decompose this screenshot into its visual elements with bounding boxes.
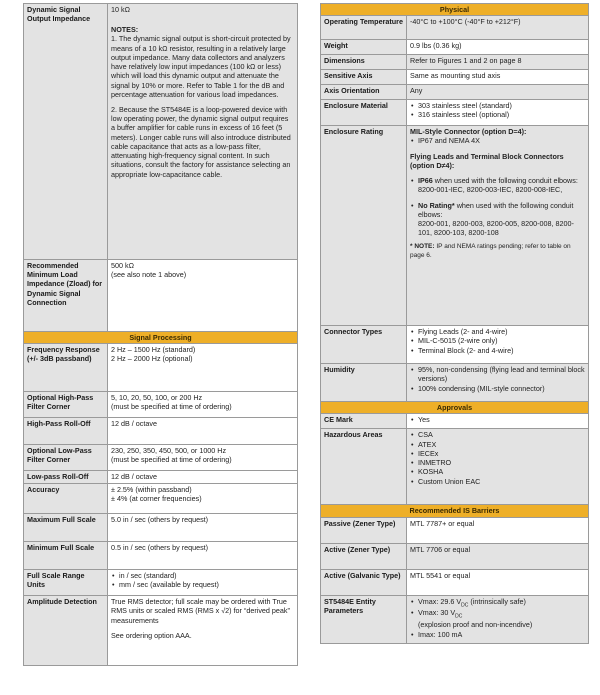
left-spec-table [23, 3, 298, 666]
dimensions-key: Dimensions [321, 55, 407, 70]
entity-parameters-key: ST5484E Entity Parameters [321, 595, 407, 643]
enclosure-material-standard: • 303 stainless steel (standard) [410, 101, 585, 110]
recommended-load-value [108, 260, 298, 332]
sensitive-axis-value: Same as mounting stud axis [407, 70, 589, 85]
ce-mark-key: CE Mark [321, 414, 407, 429]
weight-value: 0.9 lbs (0.36 kg) [407, 40, 589, 55]
connector-types-value [407, 326, 589, 364]
active-galvanic-value: MTL 5541 or equal [407, 569, 589, 595]
hp-rolloff-value: 12 dB / octave [108, 418, 298, 445]
connector-mil: • MIL-C-5015 (2-wire only) [410, 336, 585, 345]
amplitude-detection-ordering: See ordering option AAA. [111, 630, 192, 640]
operating-temp-key: Operating Temperature [321, 16, 407, 40]
min-full-scale-key: Minimum Full Scale [24, 542, 108, 570]
no-rating-item [410, 201, 585, 219]
dynamic-impedance-key: Dynamic Signal Output Impedance [24, 4, 108, 260]
entity-imax: • Imax: 100 mA [410, 630, 585, 639]
active-galvanic-key: Active (Galvanic Type) [321, 569, 407, 595]
dynamic-impedance-value-cell [108, 4, 298, 260]
dynamic-impedance-value: 10 kΩ [111, 5, 130, 14]
physical-header: Physical [321, 4, 589, 16]
rating-note-label: * NOTE: [410, 243, 435, 251]
no-rating-label: No Rating* [418, 200, 455, 210]
frequency-response-key: Frequency Response (+/- 3dB passband) [24, 344, 108, 392]
is-barriers-header: Recommended IS Barriers [321, 505, 589, 517]
accuracy-key: Accuracy [24, 484, 108, 514]
full-scale-units-key: Full Scale Range Units [24, 570, 108, 596]
note-1: 1. The dynamic signal output is short-circuit protected by means of a 10 kΩ resistor, resulting in a relatively large output impedance. Many data collectors and analyzers have relatively low input impedances (100 kΩ or less) which will load this dynamic output and attenuate the signal by 10% or more. Refer to Table 1 for the dB and percentage attenuation for various load impedances. [111, 34, 291, 99]
weight-key: Weight [321, 40, 407, 55]
sensitive-axis-key: Sensitive Axis [321, 70, 407, 85]
passive-zener-key: Passive (Zener Type) [321, 517, 407, 543]
ip66-item [410, 176, 585, 185]
vmax-xp-sub: DC [455, 613, 463, 620]
dimensions-value: Refer to Figures 1 and 2 on page 8 [407, 55, 589, 70]
humidity-non-condensing: • 95%, non-condensing (flying lead and terminal block versions) [410, 365, 585, 383]
right-spec-table [320, 3, 589, 644]
hpf-value [108, 392, 298, 418]
entity-vmax-xp [410, 608, 585, 629]
lpf-value-1: 230, 250, 350, 450, 500, or 1000 Hz [111, 446, 227, 456]
max-full-scale-value: 5.0 in / sec (others by request) [108, 514, 298, 542]
frequency-response-standard: 2 Hz – 1500 Hz (standard) [111, 345, 196, 355]
recommended-load-key: Recommended Minimum Load Impedance (Zload) for Dynamic Signal Connection [24, 260, 108, 332]
accuracy-value-1: ± 2.5% (within passband) [111, 485, 192, 495]
active-zener-key: Active (Zener Type) [321, 543, 407, 569]
haz-item: • INMETRO [410, 458, 585, 467]
entity-vmax-is [410, 597, 585, 609]
haz-item: • Custom Union EAC [410, 477, 585, 486]
amplitude-detection-key: Amplitude Detection [24, 596, 108, 666]
operating-temp-value: -40°C to +100°C (-40°F to +212°F) [407, 16, 589, 40]
max-full-scale-key: Maximum Full Scale [24, 514, 108, 542]
hpf-value-2: (must be specified at time of ordering) [111, 402, 232, 412]
hazardous-areas-key: Hazardous Areas [321, 429, 407, 505]
ip66-text: when used with the following conduit elbows: [432, 176, 578, 186]
vmax-is-value: Vmax: 29.6 V [418, 596, 462, 606]
amplitude-detection-text: True RMS detector; full scale may be ordered with True RMS units or scaled RMS (RMS x √2) for “derived peak” measurements [111, 597, 290, 625]
haz-item: • ATEX [410, 440, 585, 449]
frequency-response-value [108, 344, 298, 392]
accuracy-value-2: ± 4% (at corner frequencies) [111, 494, 202, 504]
lp-rolloff-value: 12 dB / octave [108, 471, 298, 484]
lpf-value [108, 445, 298, 471]
full-scale-units-optional: • mm / sec (available by request) [111, 580, 294, 589]
axis-orientation-value: Any [407, 85, 589, 100]
recommended-load-value-1: 500 kΩ [111, 261, 134, 270]
haz-item: • IECEx [410, 449, 585, 458]
rating-note [410, 243, 585, 260]
hpf-key: Optional High-Pass Filter Corner [24, 392, 108, 418]
rating-note-text: IP and NEMA ratings pending; refer to table on page 6. [410, 243, 571, 259]
approvals-header: Approvals [321, 402, 589, 414]
signal-processing-header: Signal Processing [24, 332, 298, 344]
enclosure-material-key: Enclosure Material [321, 100, 407, 126]
no-rating-elbow-list: 8200-001, 8200-003, 8200-005, 8200-008, 8200-101, 8200-103, 8200-108 [418, 218, 574, 238]
hp-rolloff-key: High-Pass Roll-Off [24, 418, 108, 445]
haz-item: • KOSHA [410, 467, 585, 476]
passive-zener-value: MTL 7787+ or equal [407, 517, 589, 543]
connector-terminal-block: • Terminal Block (2- and 4-wire) [410, 346, 585, 355]
enclosure-material-optional: • 316 stainless steel (optional) [410, 110, 585, 119]
entity-parameters-value [407, 595, 589, 643]
ce-mark-value [407, 414, 589, 429]
flying-leads-heading: Flying Leads and Terminal Block Connectors (option D≠4): [410, 151, 564, 170]
humidity-condensing: • 100% condensing (MIL-style connector) [410, 384, 585, 393]
notes-title: NOTES: [111, 25, 139, 35]
lpf-key: Optional Low-Pass Filter Corner [24, 445, 108, 471]
full-scale-units-value [108, 570, 298, 596]
ip66-elbow-list: 8200-001-IEC, 8200-003-IEC, 8200-008-IEC, [418, 185, 563, 195]
hazardous-areas-value [407, 429, 589, 505]
connector-flying-leads: • Flying Leads (2- and 4-wire) [410, 327, 585, 336]
accuracy-value [108, 484, 298, 514]
frequency-response-optional: 2 Hz – 2000 Hz (optional) [111, 354, 193, 364]
enclosure-rating-key: Enclosure Rating [321, 126, 407, 326]
hpf-value-1: 5, 10, 20, 50, 100, or 200 Hz [111, 393, 203, 403]
mil-connector-rating: • IP67 and NEMA 4X [410, 136, 585, 145]
min-full-scale-value: 0.5 in / sec (others by request) [108, 542, 298, 570]
connector-types-key: Connector Types [321, 326, 407, 364]
note-2: 2. Because the ST5484E is a loop-powered device with low operating power, the dynamic signal output requires a buffer amplifier for cable runs in excess of 16 feet (5 meters). Longer cable runs will also introduce distributed cable capacitance that acts as a low-pass filter, attenuating high-frequency signal content. In such situations, consult the factory for assistance selecting an appropriate low-capacitance cable. [111, 104, 291, 179]
lpf-value-2: (must be specified at time of ordering) [111, 455, 232, 465]
lp-rolloff-key: Low-pass Roll-Off [24, 471, 108, 484]
full-scale-units-standard: • in / sec (standard) [111, 571, 294, 580]
humidity-key: Humidity [321, 364, 407, 402]
vmax-xp-tail: (explosion proof and non-incendive) [418, 620, 533, 630]
haz-item: • CSA [410, 430, 585, 439]
recommended-load-value-2: (see also note 1 above) [111, 270, 187, 280]
enclosure-material-value [407, 100, 589, 126]
humidity-value [407, 364, 589, 402]
enclosure-rating-value [407, 126, 589, 326]
ce-mark-yes: • Yes [410, 415, 585, 424]
vmax-is-sub: DC [461, 602, 469, 609]
axis-orientation-key: Axis Orientation [321, 85, 407, 100]
active-zener-value: MTL 7706 or equal [407, 543, 589, 569]
vmax-xp-value: Vmax: 30 V [418, 608, 456, 618]
mil-connector-heading: MIL-Style Connector (option D=4): [410, 127, 527, 137]
ip66-label: IP66 [418, 176, 433, 186]
vmax-is-tail: (intrinsically safe) [468, 596, 526, 606]
no-rating-text: when used with the following conduit elbows: [418, 200, 574, 219]
amplitude-detection-value [108, 596, 298, 666]
